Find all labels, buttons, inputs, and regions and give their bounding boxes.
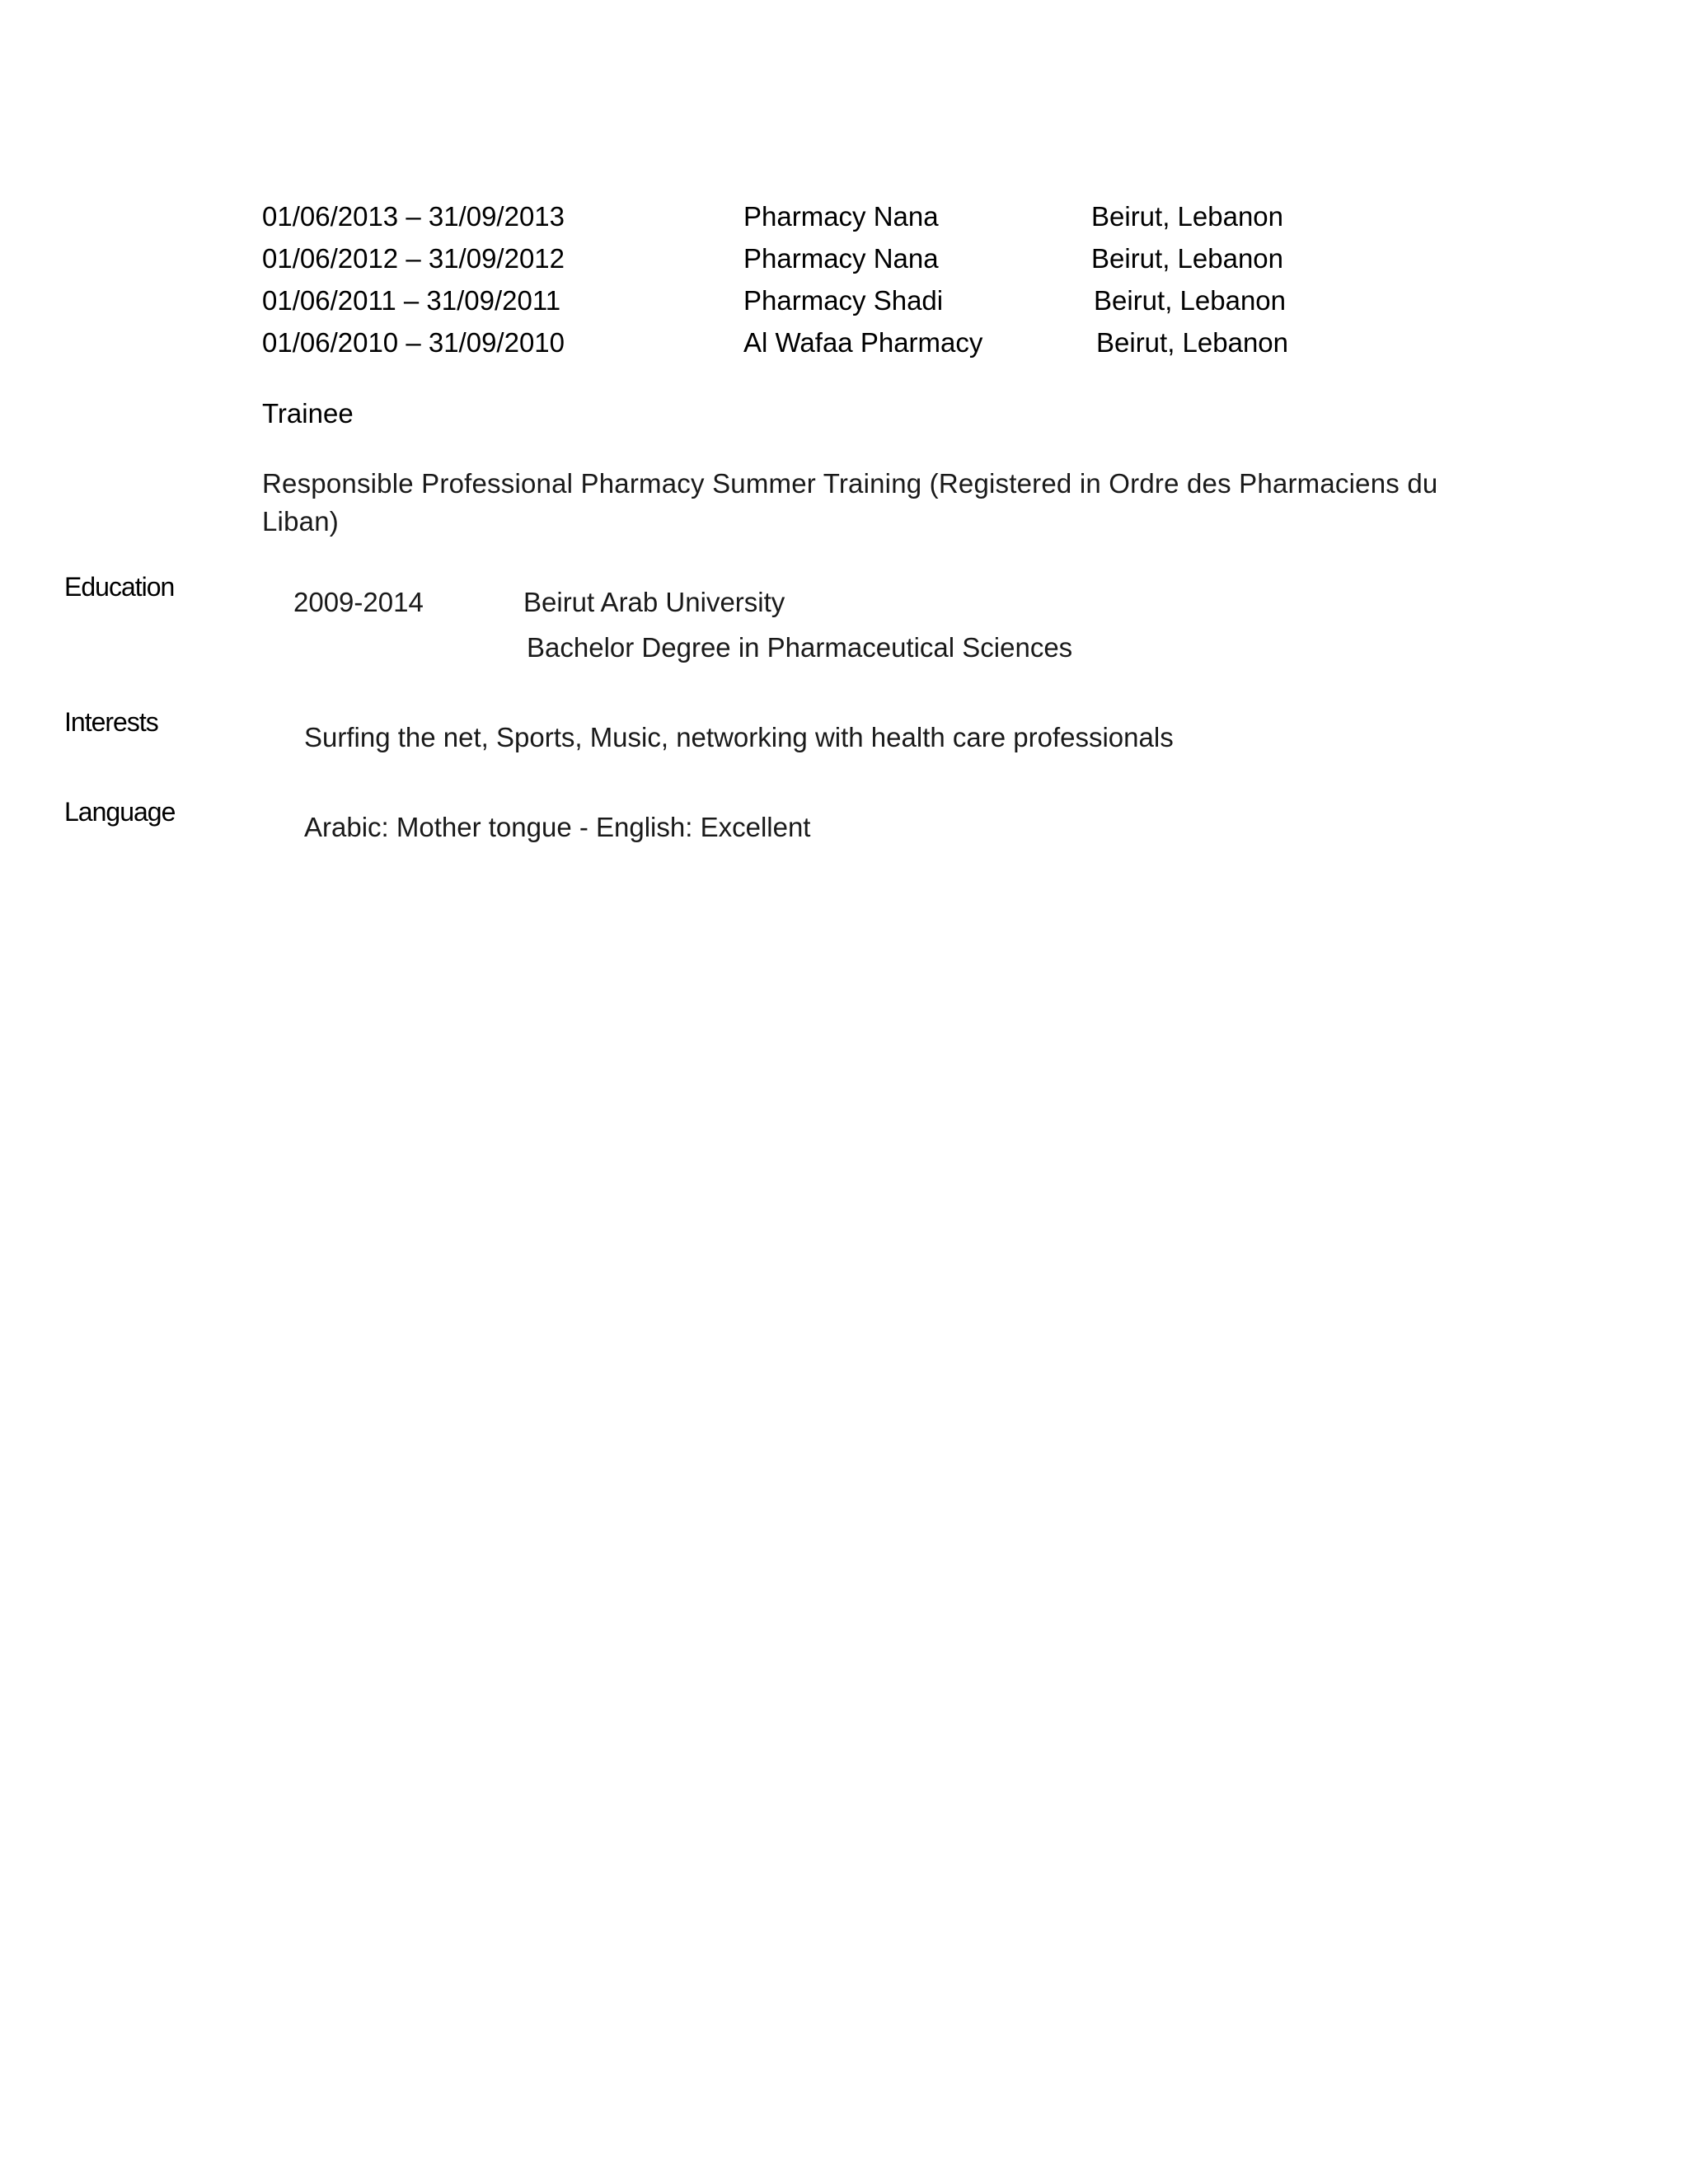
section-label-language: Language [64, 797, 176, 827]
experience-employer: Al Wafaa Pharmacy [743, 327, 983, 358]
experience-employer: Pharmacy Nana [743, 243, 939, 274]
experience-location: Beirut, Lebanon [1091, 243, 1284, 274]
experience-row [0, 284, 1688, 326]
interests-text: Surfing the net, Sports, Music, networking with health care professionals [304, 722, 1174, 752]
experience-location: Beirut, Lebanon [1094, 285, 1287, 316]
experience-employer: Pharmacy Nana [743, 201, 939, 232]
section-label-interests: Interests [64, 707, 158, 737]
education-degree: Bachelor Degree in Pharmaceutical Sciences [527, 632, 1073, 663]
experience-employer: Pharmacy Shadi [743, 285, 944, 316]
section-label-education: Education [64, 572, 175, 602]
experience-location: Beirut, Lebanon [1096, 327, 1289, 358]
experience-row [0, 242, 1688, 284]
experience-row [0, 326, 1688, 368]
language-text: Arabic: Mother tongue - English: Excellent [304, 812, 811, 842]
experience-dates: 01/06/2011 – 31/09/2011 [262, 285, 561, 316]
education-years: 2009-2014 [293, 587, 424, 617]
experience-dates: 01/06/2013 – 31/09/2013 [262, 201, 565, 232]
role-title: Trainee [262, 398, 354, 429]
experience-row [0, 200, 1688, 241]
experience-location: Beirut, Lebanon [1091, 201, 1284, 232]
role-description: Responsible Professional Pharmacy Summer Training (Registered in Ordre des Pharmaciens du Liban) [262, 468, 1438, 537]
experience-dates: 01/06/2010 – 31/09/2010 [262, 327, 565, 358]
education-school: Beirut Arab University [523, 587, 785, 617]
experience-dates: 01/06/2012 – 31/09/2012 [262, 243, 565, 274]
